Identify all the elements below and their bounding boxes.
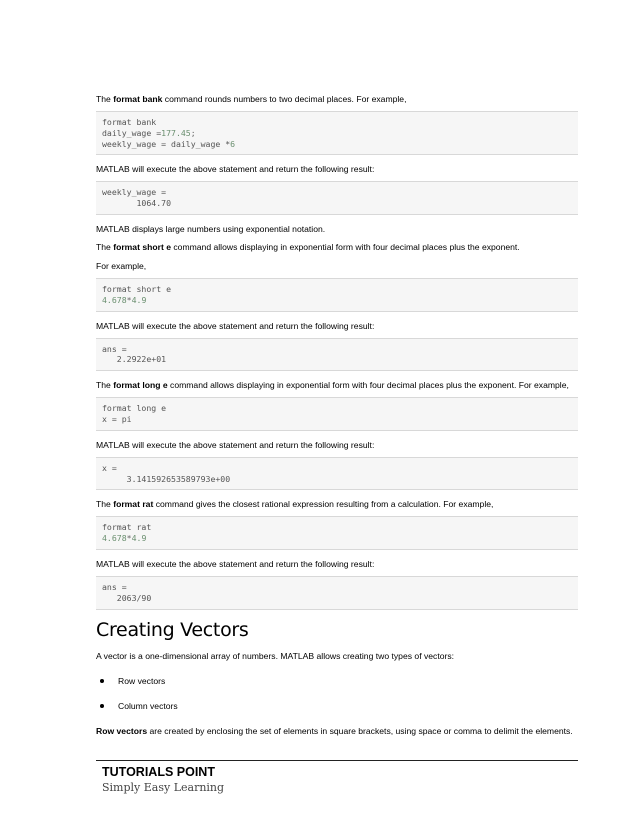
vectors-intro: A vector is a one-dimensional array of numbers. MATLAB allows creating two types of vectors: <box>96 650 455 661</box>
code-line: format long e <box>102 403 167 414</box>
list-item-label: Row vectors <box>118 675 166 686</box>
bullet-icon <box>100 704 104 708</box>
code-block-format-long-e <box>96 397 578 431</box>
footer-tagline: Simply Easy Learning <box>102 781 225 794</box>
code-line: 4.678*4.9 <box>102 294 147 305</box>
format-long-e-intro: The format long e command allows displaying in exponential form with four decimal places plus the exponent. For example, <box>96 380 569 391</box>
code-line: 2.2922e+01 <box>102 354 167 365</box>
code-block-format-bank <box>96 111 578 155</box>
page-content <box>96 93 578 737</box>
keyword: format long e <box>113 380 168 391</box>
keyword: format short e <box>113 241 171 252</box>
footer-divider <box>96 760 578 761</box>
code-line: weekly_wage = <box>102 187 167 198</box>
code-block-format-rat <box>96 516 578 550</box>
result-block-format-long-e <box>96 457 578 491</box>
code-line: 2063/90 <box>102 592 152 603</box>
result-intro: MATLAB will execute the above statement and return the following result: <box>96 320 375 331</box>
bullet-icon <box>100 679 104 683</box>
list-item-label: Column vectors <box>118 700 178 711</box>
code-line: format rat <box>102 522 152 533</box>
intro-text: command rounds numbers to two decimal places. For example, <box>162 94 407 104</box>
for-example-text: For example, <box>96 260 147 271</box>
code-line: daily_wage =177.45; <box>102 127 196 138</box>
code-line: format short e <box>102 283 172 294</box>
code-line: x = pi <box>102 413 132 424</box>
result-block-format-rat <box>96 576 578 610</box>
section-heading-creating-vectors: Creating Vectors <box>96 618 249 641</box>
list-item <box>100 675 578 687</box>
large-numbers-text: MATLAB displays large numbers using exponential notation. <box>96 223 326 234</box>
keyword: format rat <box>113 499 154 510</box>
code-block-format-short-e <box>96 278 578 312</box>
format-rat-intro: The format rat command gives the closest rational expression resulting from a calculation. For example, <box>96 499 494 510</box>
page-footer <box>96 760 578 795</box>
format-short-e-intro: The format short e command allows displaying in exponential form with four decimal places plus the exponent. <box>96 241 520 252</box>
format-bank-intro <box>96 93 578 105</box>
footer-brand: TUTORIALS POINT <box>102 765 215 779</box>
code-line: x = <box>102 462 117 473</box>
keyword: Row vectors <box>96 725 148 736</box>
result-intro: MATLAB will execute the above statement and return the following result: <box>96 439 375 450</box>
code-line: 1064.70 <box>102 198 172 209</box>
code-line: format bank <box>102 117 157 127</box>
result-intro: MATLAB will execute the above statement and return the following result: <box>96 164 375 175</box>
list-item <box>100 700 578 712</box>
code-line: weekly_wage = daily_wage *6 <box>102 138 236 149</box>
code-line: 3.141592653589793e+00 <box>102 473 231 484</box>
code-line: ans = <box>102 581 127 592</box>
row-vectors-text: Row vectors are created by enclosing the set of elements in square brackets, using space or comma to delimit the elements. <box>96 725 573 736</box>
keyword: format bank <box>113 94 163 104</box>
code-line: 4.678*4.9 <box>102 533 147 544</box>
intro-text: The <box>96 94 114 104</box>
result-block-format-bank <box>96 181 578 215</box>
result-intro: MATLAB will execute the above statement and return the following result: <box>96 558 375 569</box>
result-block-format-short-e <box>96 338 578 372</box>
code-line: ans = <box>102 343 127 354</box>
